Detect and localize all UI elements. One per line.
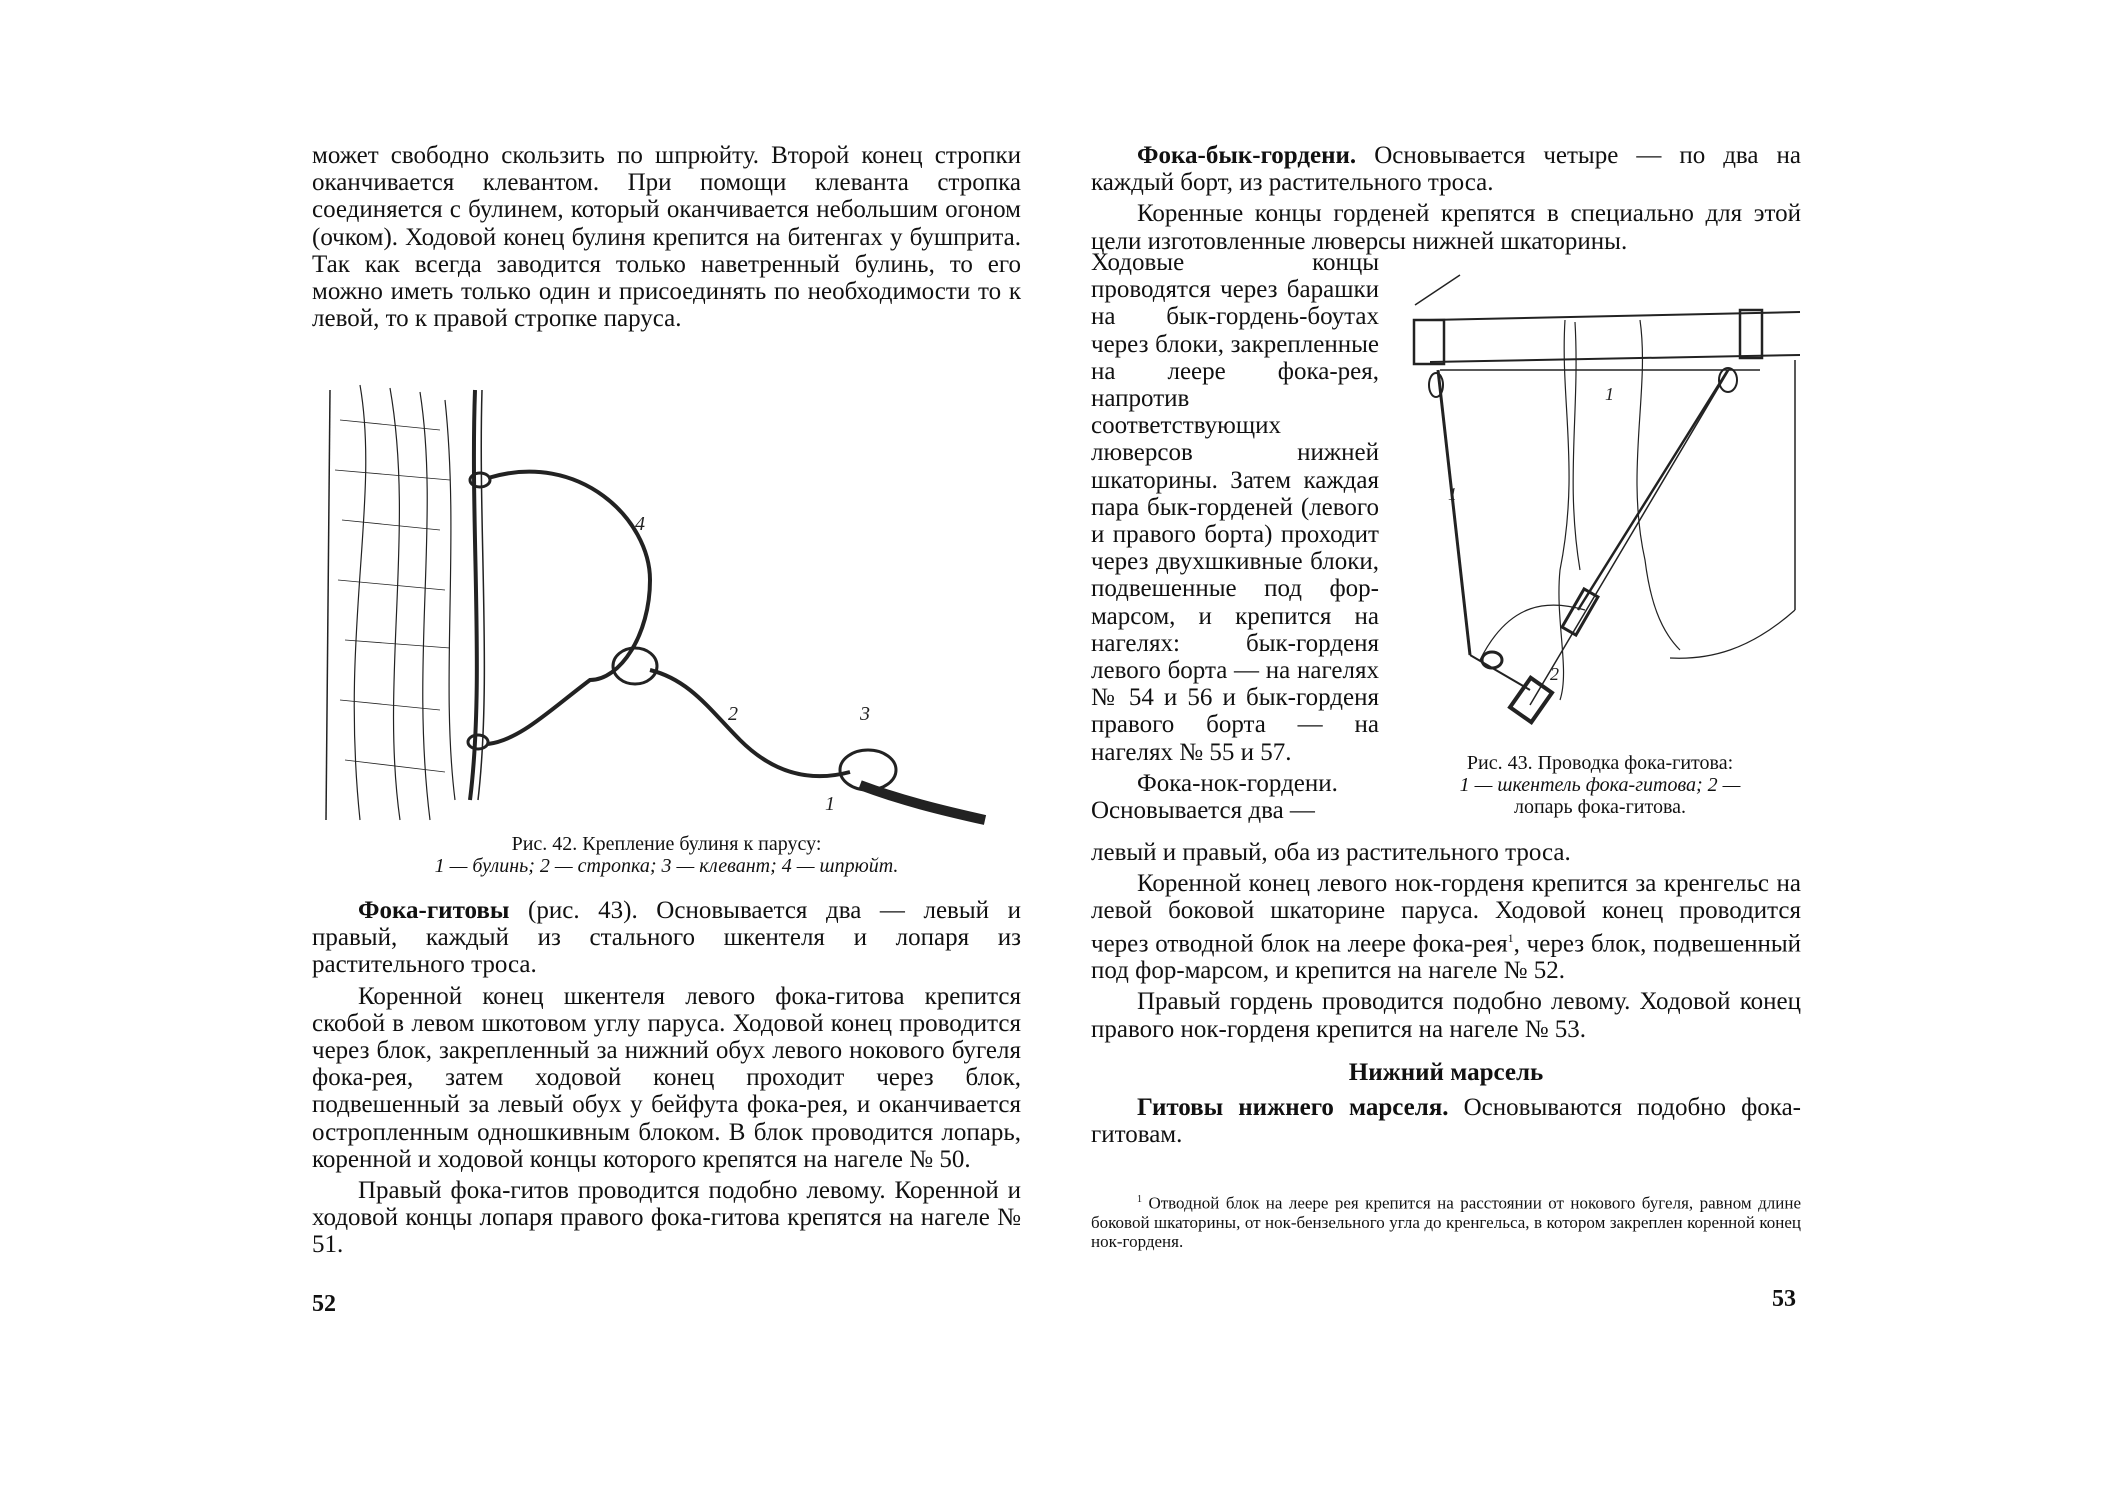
fig43-label-1-top: 1 <box>1605 384 1614 404</box>
right-paragraph-4-b: , через блок, подвешенный под фор-марсом, и крепится на нагеле № 52. <box>1091 929 1802 985</box>
left-paragraph-2: (рис. 43). Основывается два — левый и правый, каждый из стального шкентеля и лопаря из растительного троса. <box>312 897 1021 979</box>
right-paragraph-3-full: левый и правый, оба из растительного троса. <box>1091 839 1571 866</box>
heading-foka-nok-gordeni: Фока-нок-гордени. <box>1137 769 1338 797</box>
fig42-label-1: 1 <box>825 793 835 815</box>
right-paragraph-6: Основываются подобно фока-гитовам. <box>1091 1093 1801 1149</box>
page-number-left: 52 <box>312 1291 336 1317</box>
footnote <box>1091 1190 1801 1251</box>
fig43-label-2: 2 <box>1550 664 1559 684</box>
section-title-nizhniy-marsel: Нижний марсель <box>1348 1058 1544 1086</box>
right-narrow-column <box>1091 249 1379 824</box>
footnote-text: Отводной блок на леере рея крепится на расстоянии от нокового бугеля, равном длине боковой шкаторины, от нок-бензельного угла до кренгельса, в котором закреплен коренной конец нок-горденя. <box>1091 1193 1802 1251</box>
figure-43-caption-line-2: 1 — шкентель фока-гитова; 2 — <box>1459 774 1741 796</box>
figure-43-illustration <box>1410 270 1810 730</box>
fig42-label-4: 4 <box>635 513 645 535</box>
figure-42-illustration <box>320 380 1000 830</box>
figure-42-caption <box>312 833 1021 877</box>
right-paragraph-2-narrow: Ходовые концы проводятся через барашки на бык-гордень-боутах через блоки, закрепленные на леере фока-рея, напротив соответствующих люверсов нижней шкаторины. Затем каждая пара бык-горденей (левого и правого борта) проходит через двухшкивные блоки, подвешенные под фор-марсом, и крепится на нагелях: бык-горденя левого борта — на нагелях № 54 и 56 и бык-горденя правого борта — на нагелях № 55 и 57. <box>1091 249 1379 766</box>
figure-43-caption-line-1: Рис. 43. Проводка фока-гитова: <box>1466 752 1734 774</box>
right-page-lower <box>1091 839 1801 1148</box>
left-paragraph-4: Правый фока-гитов проводится подобно левому. Коренной и ходовой концы лопаря правого фока-гитова крепятся на нагеле № 51. <box>312 1177 1021 1259</box>
left-page <box>312 142 1021 332</box>
fig42-label-3: 3 <box>860 703 870 725</box>
right-paragraph-3-narrow: Основывается два — <box>1091 797 1315 825</box>
figure-42-caption-line-2: 1 — булинь; 2 — стропка; 3 — клевант; 4 — шпрюйт. <box>434 855 899 877</box>
right-page-top <box>1091 142 1801 255</box>
left-paragraph-3: Коренной конец шкентеля левого фока-гитова крепится скобой в левом шкотовом углу паруса. Ходовой конец проводится через блок, закрепленный за нижний обух левого нокового бугеля фока-рея, затем ходовой конец проходит через блок, подвешенный за левый обух у бейфута фока-рея, и оканчивается остропленным одношкивным блоком. В блок проводится лопарь, коренной и ходовой концы которого крепятся на нагеле № 50. <box>312 982 1021 1173</box>
figure-43-caption <box>1400 752 1800 818</box>
heading-gitovy-nizhnego-marselya: Гитовы нижнего марселя. <box>1137 1093 1449 1121</box>
footnote-ref-1[interactable]: 1 <box>1507 930 1514 945</box>
right-paragraph-5: Правый гордень проводится подобно левому. Ходовой конец правого нок-горденя крепится на нагеле № 53. <box>1091 988 1801 1043</box>
right-paragraph-2: Коренные концы горденей крепятся в специально для этой цели изготовленные люверсы нижней шкаторины. <box>1091 200 1801 255</box>
heading-foka-byk-gordeni: Фока-бык-гордени. <box>1137 142 1357 169</box>
left-paragraph-1: может свободно скользить по шпрюйту. Второй конец стропки оканчивается клевантом. При помощи клеванта стропка соединяется с булинем, который оканчивается небольшим огоном (очком). Ходовой конец булиня крепится на битенгах у бушприта. Так как всегда заводится только наветренный булинь, то его можно иметь только один и присоединять по необходимости то к левой, то к правой стропке паруса. <box>312 142 1021 333</box>
page-number-right: 53 <box>1772 1286 1796 1312</box>
fig42-label-2: 2 <box>728 703 738 725</box>
fig43-label-1-left: 1 <box>1448 484 1457 504</box>
right-paragraph-1: Основывается четыре — по два на каждый борт, из растительного троса. <box>1091 142 1801 197</box>
figure-43-caption-line-3: лопарь фока-гитова. <box>1513 796 1687 818</box>
right-paragraph-4-a: Коренной конец левого нок-горденя крепится за кренгельс на левой боковой шкаторине паруса. Ходовой конец проводится через отводной блок на леере фока-рея <box>1091 870 1801 957</box>
footnote-mark: 1 <box>1137 1194 1142 1205</box>
left-lower-text <box>312 897 1021 1259</box>
heading-foka-gitovy: Фока-гитовы <box>358 897 510 924</box>
figure-42-caption-line-1: Рис. 42. Крепление булиня к парусу: <box>511 833 822 855</box>
